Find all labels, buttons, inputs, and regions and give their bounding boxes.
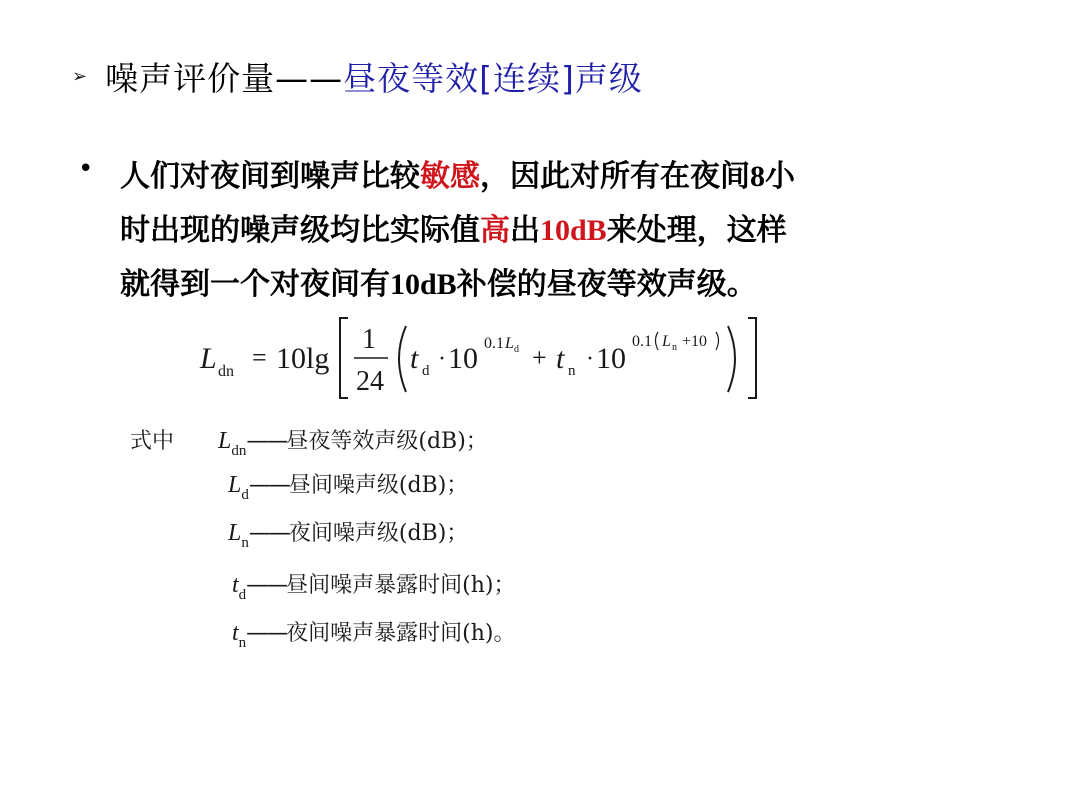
def-text: 昼间噪声暴露时间(h)； (286, 573, 516, 598)
def-text: 昼夜等效声级(dB)； (286, 429, 488, 454)
ten-2: 10 (596, 342, 626, 375)
fraction-numerator: 1 (362, 324, 376, 355)
ten-lg: 10lg (276, 342, 330, 375)
def-symbol: L (218, 428, 232, 454)
left-bracket (340, 318, 348, 398)
def-dash: —— (246, 429, 287, 454)
text-run: 出 (510, 213, 540, 248)
exp2-L: L (662, 333, 671, 350)
highlight-high: 高 (480, 213, 510, 248)
dot-2: · (586, 346, 594, 372)
exp2-coef: 0.1 (632, 333, 652, 350)
right-bracket (748, 318, 756, 398)
def-symbol: t (232, 572, 239, 598)
definition-row (232, 568, 516, 604)
text-run: ，因此对所有在夜间 (480, 159, 750, 194)
def-dash: —— (246, 573, 287, 598)
def-dash: —— (248, 473, 289, 498)
exp1-sub: d (514, 344, 519, 355)
dot-1: · (438, 346, 446, 372)
fraction-denominator: 24 (356, 366, 384, 397)
slide-title (72, 52, 643, 100)
td-subscript: d (422, 363, 430, 379)
exp2-plus-ten: +10 (682, 333, 708, 350)
highlight-sensitive: 敏感 (420, 159, 480, 194)
def-subscript: n (241, 535, 249, 551)
text-run: 就得到一个对夜间有 (120, 267, 390, 302)
number-10db: 10dB (390, 268, 457, 301)
bullet-paragraph (120, 150, 950, 312)
title-blue-part: 昼夜等效[连续]声级 (343, 58, 643, 98)
def-subscript: dn (231, 443, 247, 459)
arrow-bullet-icon: ➢ (72, 65, 88, 87)
title-black-part: 噪声评价量—— (105, 58, 344, 98)
exp1-L: L (505, 335, 514, 352)
paragraph-line-3 (120, 258, 950, 312)
lhs-subscript: dn (218, 363, 234, 380)
definition-row (228, 516, 468, 552)
td-symbol: t (410, 342, 419, 375)
definitions-prefix: 式中 (130, 429, 175, 454)
text-run: 补偿的昼夜等效声级。 (456, 267, 757, 302)
ldn-formula (196, 312, 776, 404)
def-text: 昼间噪声级(dB)； (288, 473, 469, 498)
text-run: 来处理，这样 (606, 213, 787, 248)
def-subscript: n (238, 635, 247, 651)
exp2-right-paren (716, 332, 719, 350)
definition-row (228, 468, 468, 504)
symbol-definitions (130, 420, 730, 660)
left-paren (399, 326, 406, 392)
def-symbol: t (232, 620, 239, 646)
tn-subscript: n (568, 363, 576, 379)
def-dash: —— (248, 521, 289, 546)
exp1-coef: 0.1 (484, 335, 504, 352)
highlight-10db: 10dB (540, 214, 607, 247)
title-text (105, 53, 643, 100)
text-run: 人们对夜间到噪声比较 (120, 159, 420, 194)
def-symbol: L (228, 520, 242, 546)
paragraph-line-1 (120, 150, 950, 204)
text-run: 小 (765, 159, 795, 194)
number-8: 8 (750, 160, 765, 193)
def-subscript: d (238, 587, 247, 603)
bullet-dot-icon: • (78, 154, 94, 184)
tn-symbol: t (556, 342, 565, 375)
paragraph-line-2 (120, 204, 950, 258)
plus-sign: + (532, 343, 547, 372)
text-run: 时出现的噪声级均比实际值 (120, 213, 480, 248)
def-dash: —— (246, 621, 287, 646)
right-paren (728, 326, 735, 392)
def-symbol: L (228, 472, 242, 498)
def-subscript: d (241, 487, 249, 503)
equals-sign: = (252, 343, 267, 372)
definition-row (232, 616, 516, 652)
def-text: 夜间噪声级(dB)； (288, 521, 469, 546)
def-text: 夜间噪声暴露时间(h)。 (286, 621, 516, 646)
ten-1: 10 (448, 342, 478, 375)
exp2-left-paren (656, 332, 659, 350)
definition-row (218, 424, 488, 460)
lhs-symbol: L (200, 342, 217, 375)
exp2-sub: n (672, 342, 677, 353)
